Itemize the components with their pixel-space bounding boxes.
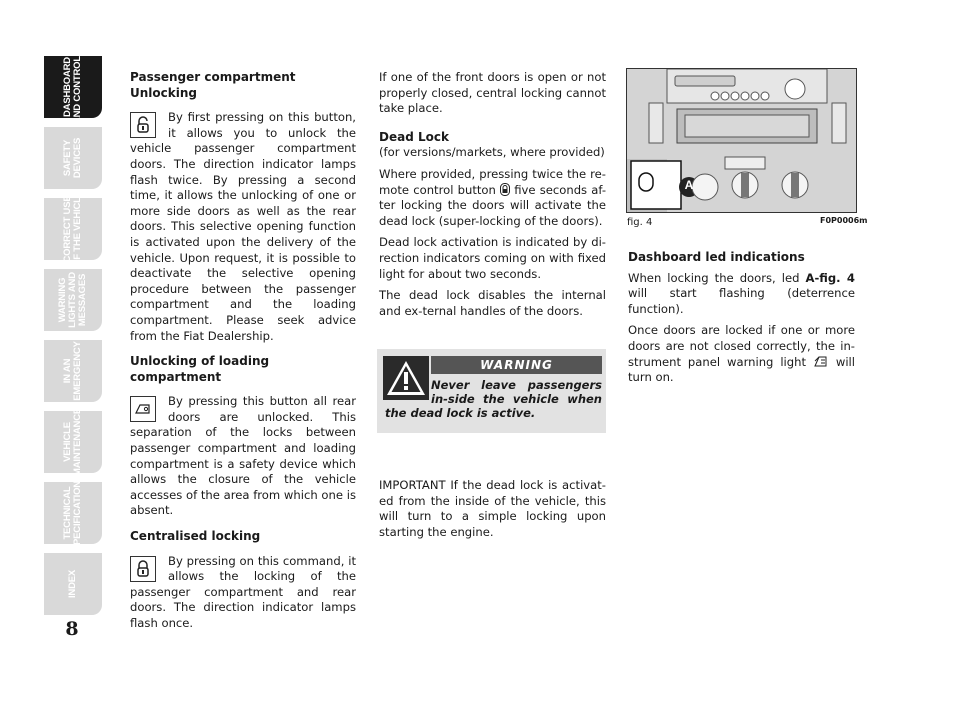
tab-label: DASHBOARD AND CONTROLS [62,49,83,125]
tab-index[interactable] [44,553,102,615]
paragraph-unlocking [130,110,356,344]
led-text-b: will start flashing (deterrence function). [628,286,855,316]
lock-icon [130,556,156,582]
tab-technical-specifications[interactable] [44,474,102,552]
dead-lock-text-a: Where provided, pressing twice the re-mote control button [379,166,606,197]
column-3 [628,250,855,386]
heading-unlocking: Unlocking [130,85,197,100]
door-open-warning-icon [813,355,829,367]
paragraph-dead-lock-handles: The dead lock disables the internal and ex-ternal handles of the doors. [379,288,606,318]
tab-label: IN AN EMERGENCY [62,341,83,401]
paragraph-dead-lock-activation: Dead lock activation is indicated by di-rection indicators coming on with fixed light for about two seconds. [379,235,606,281]
figure-code: F0P0006m [820,216,868,225]
warning-text-content: Never leave passengers in-side the vehicle when the dead lock is active. [385,378,602,420]
dead-lock-text-b: five seconds af-ter locking the doors will activate the dead lock (super-locking of the doors). [379,182,607,228]
tab-label: INDEX [67,569,78,599]
tab-in-an-emergency[interactable] [44,340,102,402]
column-2-lower [379,478,606,540]
column-1 [130,70,356,632]
page-number: 8 [65,618,79,640]
heading-unlocking-loading-compartment: Unlocking of loading compartment [130,354,270,384]
warning-box [377,349,606,433]
warning-text [385,378,602,420]
unlocking-text: By first pressing on this button, it allows you to unlock the vehicle passenger compartment doors. The direction indicator lamps flash twice. By pressing a second time, it allows the unlocking of one or more side doors as well as the rear doors. This selective opening function is activated upon the delivery of the vehicle. Upon request, it is possible to deactivate the selective opening procedure between the passenger compartment and the loading compartment. Please seek advice from the Fiat Dealership. [130,110,356,343]
paragraph-important: IMPORTANT If the dead lock is activat-ed from the inside of the vehicle, this will turn to a simple locking upon starting the engine. [379,478,606,539]
heading-passenger-compartment: Passenger compartment [130,70,296,84]
dead-lock-subtitle: (for versions/markets, where provided) [379,145,605,160]
figure-label: fig. 4 [627,217,653,228]
centralised-locking-text: By pressing on this command, it allows the locking of the passenger compartment and rear doors. The direction indicator lamps flash once. [130,553,356,630]
tab-correct-use[interactable] [44,191,102,267]
tab-warning-lights[interactable] [44,269,102,331]
heading-centralised-locking: Centralised locking [130,529,261,544]
heading-dashboard-led: Dashboard led indications [628,250,805,264]
figure-dashboard [626,68,857,213]
tab-label: TECHNICAL SPECIFICATIONS [62,474,83,552]
paragraph-dead-lock [379,167,606,229]
figure-marker-a: A [684,178,694,192]
figure-reference: A-fig. 4 [805,270,855,285]
loading-compartment-text: By pressing this button all rear doors are unlocked. This separation of the locks between passenger compartment and loading compartment is a safety device which allows the closure of the vehicle accesses of the area from which one is absent. [130,394,356,518]
tab-vehicle-maintenance[interactable] [44,408,102,476]
remote-lock-icon [500,183,510,196]
led-text-a: When locking the doors, led [628,270,800,285]
tab-dashboard-and-controls[interactable] [44,49,102,125]
rear-door-icon [130,396,156,422]
paragraph-led-flashing [628,271,855,318]
paragraph-loading-compartment [130,394,356,519]
paragraph-front-doors: If one of the front doors is open or not properly closed, central locking cannot take place. [379,70,606,116]
column-2 [379,70,606,319]
tab-label: VEHICLE MAINTENANCE [62,408,83,476]
tab-label: WARNING LIGHTS AND MESSAGES [57,272,88,328]
heading-dead-lock: Dead Lock [379,129,449,144]
tab-label: SAFETY DEVICES [62,137,83,179]
paragraph-warning-light [628,323,855,385]
warning-title: WARNING [431,356,602,374]
warning-light-text-a: Once doors are locked if one or more doors are not closed correctly, the in-strument panel warning light [628,323,855,369]
tab-safety-devices[interactable] [44,127,102,189]
tab-label: CORRECT USE OF THE VEHICLE [62,191,83,267]
dashboard-illustration [627,69,856,212]
paragraph-centralised-locking [130,554,356,632]
warning-light-text-b: will turn on. [628,354,855,385]
unlock-icon [130,112,156,138]
